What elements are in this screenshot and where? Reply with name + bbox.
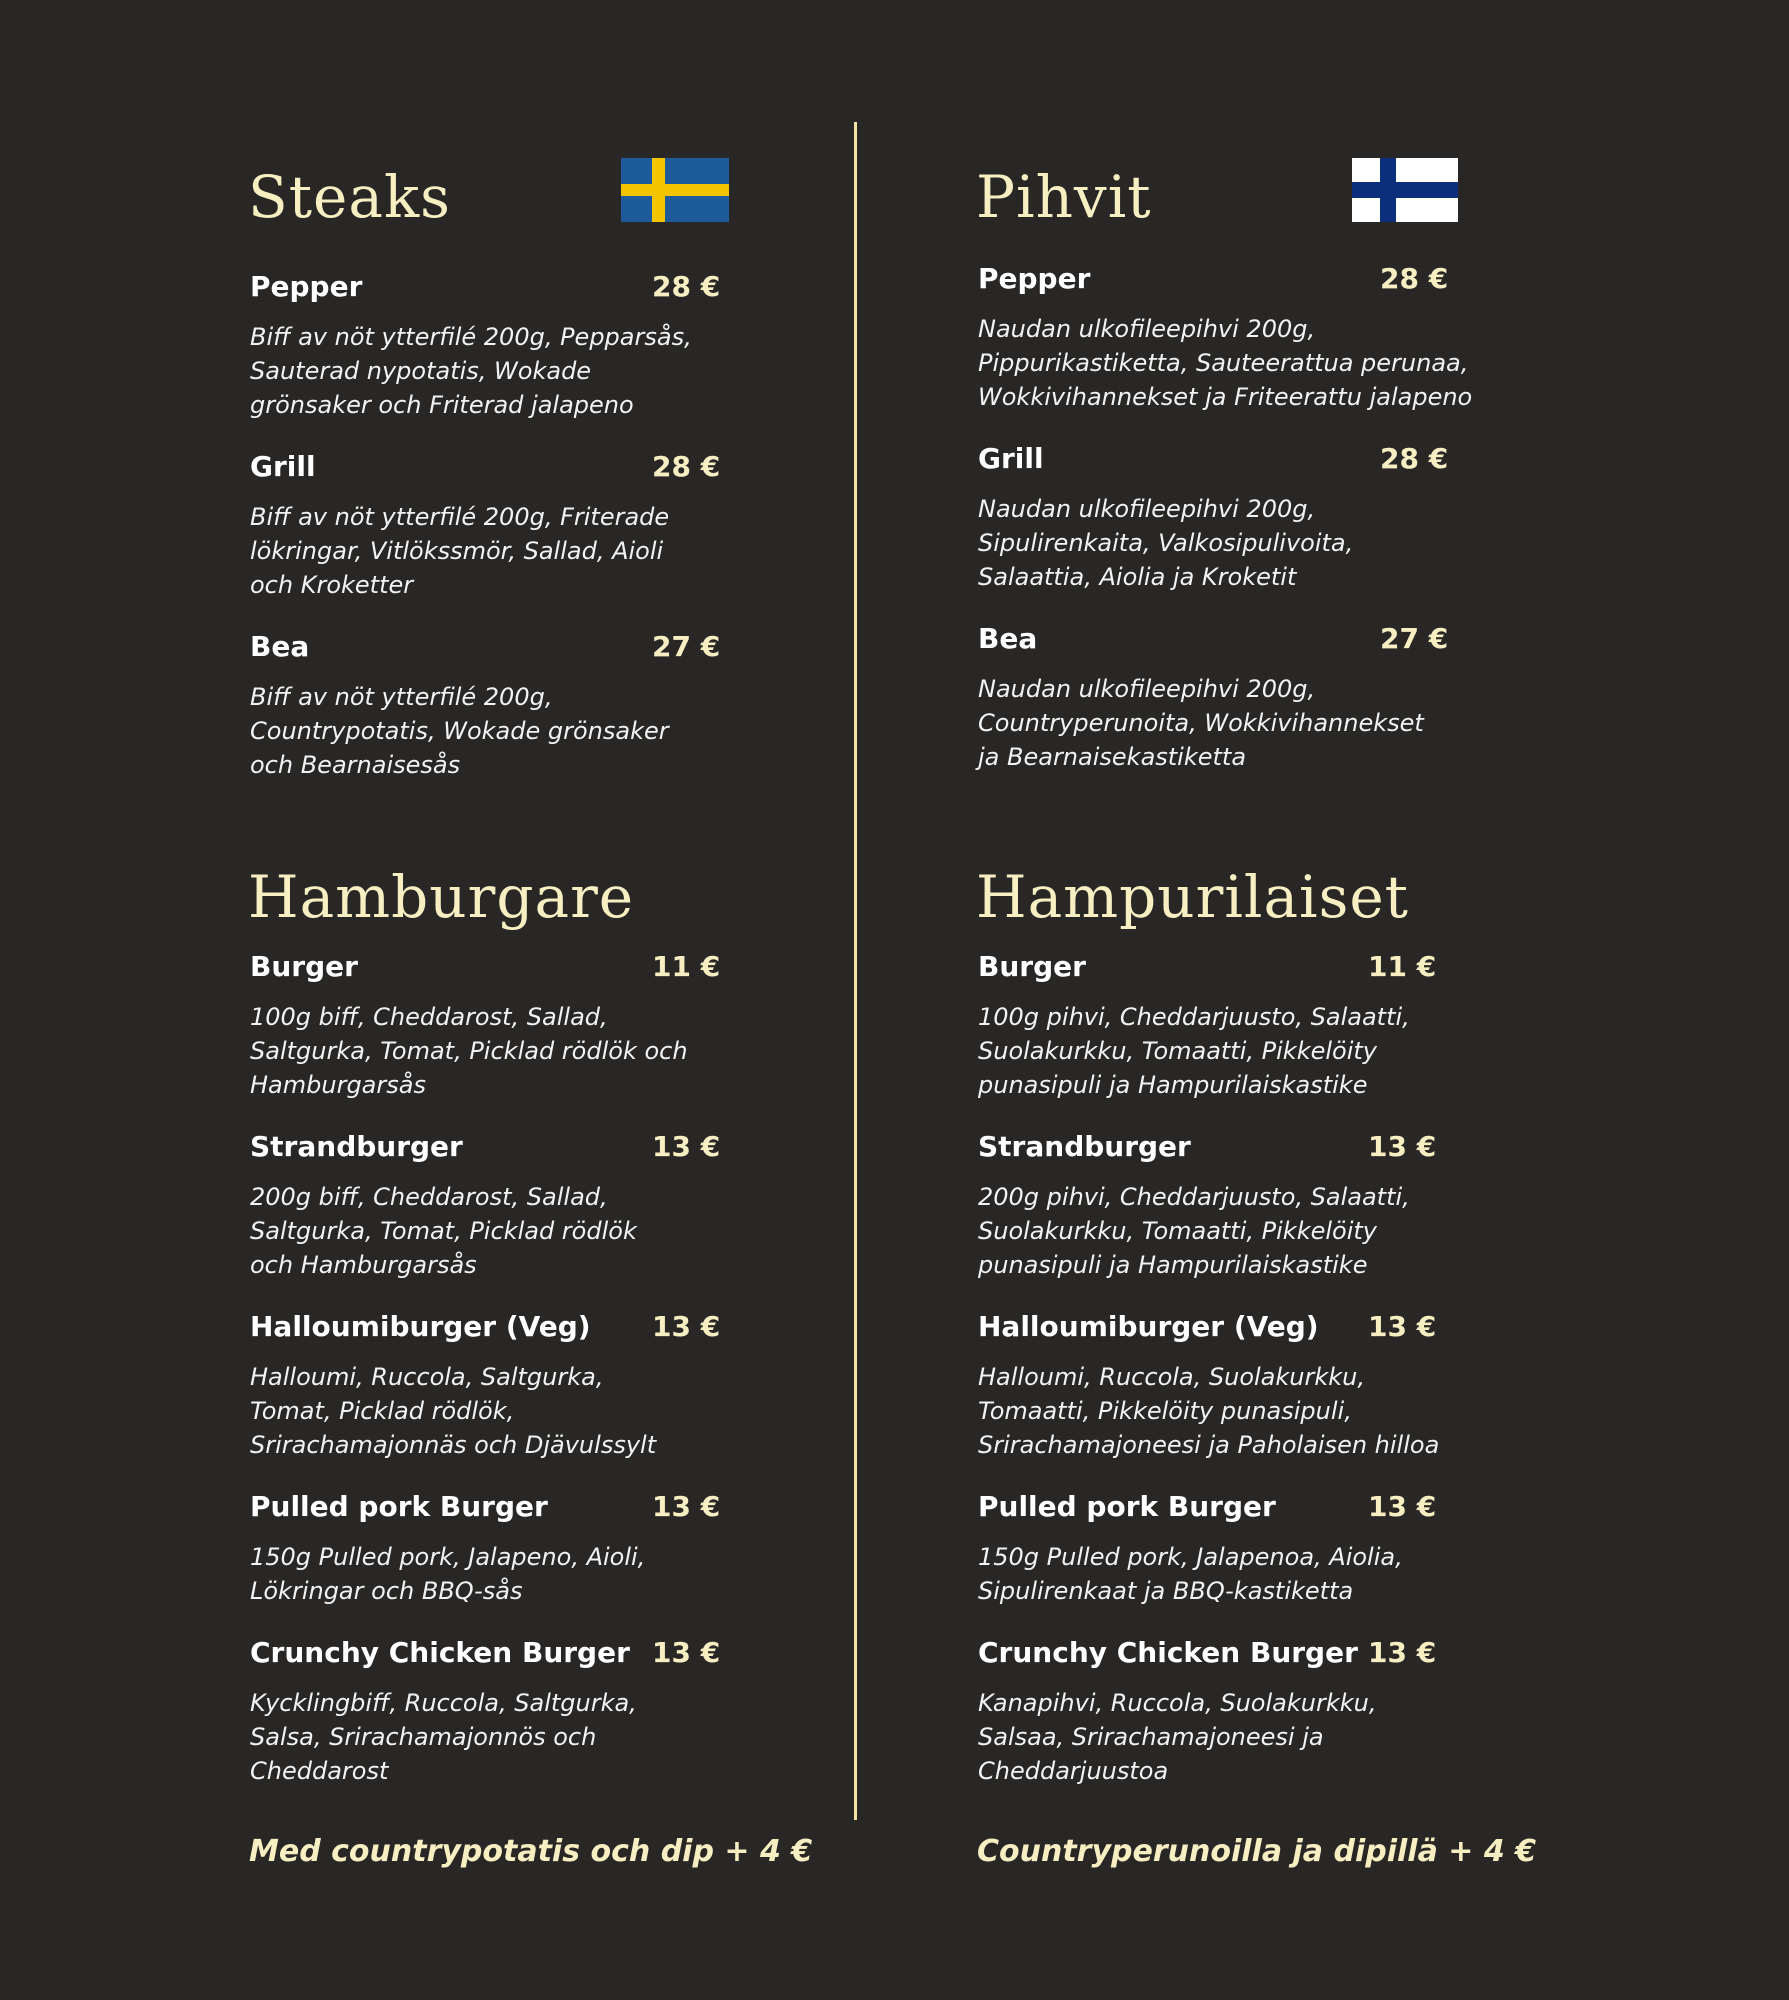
description-line: Tomaatti, Pikkelöity punasipuli,	[978, 1397, 1352, 1425]
description-line: Salsa, Srirachamajonnös och	[250, 1723, 597, 1751]
item-name: Pulled pork Burger	[978, 1490, 1276, 1523]
item-name: Crunchy Chicken Burger	[250, 1636, 630, 1669]
description-line: Sipulirenkaita, Valkosipulivoita,	[978, 529, 1354, 557]
item-description	[978, 1540, 1498, 1608]
item-price: 27 €	[1380, 622, 1449, 655]
description-line: Halloumi, Ruccola, Suolakurkku,	[978, 1363, 1365, 1391]
item-name: Bea	[978, 622, 1038, 655]
item-name: Burger	[250, 950, 358, 983]
description-line: 100g pihvi, Cheddarjuusto, Salaatti,	[978, 1003, 1410, 1031]
item-price: 13 €	[652, 1490, 721, 1523]
description-line: Suolakurkku, Tomaatti, Pikkelöity	[978, 1217, 1377, 1245]
side-dish-note: Med countrypotatis och dip + 4 €	[249, 1834, 813, 1869]
finland-flag-icon	[1352, 158, 1458, 222]
description-line: Srirachamajoneesi ja Paholaisen hilloa	[978, 1431, 1440, 1459]
item-description	[250, 680, 770, 782]
description-line: Naudan ulkofileepihvi 200g,	[978, 315, 1316, 343]
description-line: Srirachamajonnäs och Djävulssylt	[250, 1431, 657, 1459]
description-line: grönsaker och Friterad jalapeno	[250, 391, 634, 419]
item-price: 13 €	[1368, 1490, 1437, 1523]
item-price: 28 €	[1380, 442, 1449, 475]
item-price: 11 €	[652, 950, 721, 983]
item-price: 13 €	[652, 1310, 721, 1343]
description-line: och Hamburgarsås	[250, 1251, 477, 1279]
item-price: 13 €	[652, 1130, 721, 1163]
item-price: 13 €	[1368, 1130, 1437, 1163]
description-line: Halloumi, Ruccola, Saltgurka,	[250, 1363, 604, 1391]
description-line: Naudan ulkofileepihvi 200g,	[978, 495, 1316, 523]
description-line: Biff av nöt ytterfilé 200g,	[250, 683, 553, 711]
item-description	[978, 1180, 1498, 1282]
description-line: Sipulirenkaat ja BBQ-kastiketta	[978, 1577, 1354, 1605]
item-price: 27 €	[652, 630, 721, 663]
sweden-flag-icon	[621, 158, 729, 222]
item-description	[250, 1000, 770, 1102]
item-description	[978, 1686, 1498, 1788]
description-line: Hamburgarsås	[250, 1071, 426, 1099]
description-line: Suolakurkku, Tomaatti, Pikkelöity	[978, 1037, 1377, 1065]
description-line: och Kroketter	[250, 571, 414, 599]
description-line: lökringar, Vitlökssmör, Sallad, Aioli	[250, 537, 664, 565]
item-price: 13 €	[652, 1636, 721, 1669]
item-price: 28 €	[652, 450, 721, 483]
item-description	[250, 1360, 770, 1462]
description-line: 200g pihvi, Cheddarjuusto, Salaatti,	[978, 1183, 1410, 1211]
item-name: Grill	[978, 442, 1044, 475]
item-description	[978, 492, 1498, 594]
description-line: Kanapihvi, Ruccola, Suolakurkku,	[978, 1689, 1377, 1717]
item-name: Burger	[978, 950, 1086, 983]
description-line: punasipuli ja Hampurilaiskastike	[978, 1071, 1368, 1099]
section-title: Steaks	[248, 163, 451, 231]
description-line: Salsaa, Srirachamajoneesi ja	[978, 1723, 1324, 1751]
item-price: 11 €	[1368, 950, 1437, 983]
side-dish-note: Countryperunoilla ja dipillä + 4 €	[977, 1834, 1537, 1869]
description-line: och Bearnaisesås	[250, 751, 461, 779]
item-name: Strandburger	[250, 1130, 463, 1163]
item-price: 13 €	[1368, 1310, 1437, 1343]
item-name: Crunchy Chicken Burger	[978, 1636, 1358, 1669]
description-line: Saltgurka, Tomat, Picklad rödlök	[250, 1217, 637, 1245]
item-name: Pepper	[250, 270, 363, 303]
description-line: 150g Pulled pork, Jalapeno, Aioli,	[250, 1543, 646, 1571]
item-description	[978, 312, 1498, 414]
item-description	[250, 1686, 770, 1788]
description-line: Kycklingbiff, Ruccola, Saltgurka,	[250, 1689, 637, 1717]
description-line: Biff av nöt ytterfilé 200g, Pepparsås,	[250, 323, 692, 351]
description-line: Sauterad nypotatis, Wokade	[250, 357, 592, 385]
description-line: punasipuli ja Hampurilaiskastike	[978, 1251, 1368, 1279]
item-description	[250, 320, 770, 422]
item-description	[250, 1180, 770, 1282]
item-name: Bea	[250, 630, 310, 663]
description-line: Countrypotatis, Wokade grönsaker	[250, 717, 669, 745]
item-price: 28 €	[1380, 262, 1449, 295]
section-title: Pihvit	[976, 163, 1152, 231]
description-line: Saltgurka, Tomat, Picklad rödlök och	[250, 1037, 688, 1065]
section-title: Hamburgare	[248, 863, 635, 931]
item-description	[250, 500, 770, 602]
item-name: Halloumiburger (Veg)	[250, 1310, 591, 1343]
description-line: Wokkivihannekset ja Friteerattu jalapeno	[978, 383, 1473, 411]
description-line: 200g biff, Cheddarost, Sallad,	[250, 1183, 608, 1211]
description-line: Cheddarost	[250, 1757, 389, 1785]
item-name: Pepper	[978, 262, 1091, 295]
item-name: Strandburger	[978, 1130, 1191, 1163]
section-title: Hampurilaiset	[976, 863, 1409, 931]
item-name: Grill	[250, 450, 316, 483]
item-description	[978, 1360, 1498, 1462]
description-line: Salaattia, Aiolia ja Kroketit	[978, 563, 1297, 591]
description-line: Pippurikastiketta, Sauteerattua perunaa,	[978, 349, 1469, 377]
item-description	[250, 1540, 770, 1608]
item-price: 28 €	[652, 270, 721, 303]
description-line: Biff av nöt ytterfilé 200g, Friterade	[250, 503, 670, 531]
item-price: 13 €	[1368, 1636, 1437, 1669]
item-description	[978, 1000, 1498, 1102]
item-description	[978, 672, 1498, 774]
description-line: 150g Pulled pork, Jalapenoa, Aiolia,	[978, 1543, 1403, 1571]
description-line: Cheddarjuustoa	[978, 1757, 1169, 1785]
item-name: Halloumiburger (Veg)	[978, 1310, 1319, 1343]
column-divider	[854, 122, 857, 1820]
description-line: Countryperunoita, Wokkivihannekset	[978, 709, 1424, 737]
item-name: Pulled pork Burger	[250, 1490, 548, 1523]
description-line: Lökringar och BBQ-sås	[250, 1577, 523, 1605]
description-line: 100g biff, Cheddarost, Sallad,	[250, 1003, 608, 1031]
description-line: ja Bearnaisekastiketta	[978, 743, 1247, 771]
description-line: Tomat, Picklad rödlök,	[250, 1397, 515, 1425]
description-line: Naudan ulkofileepihvi 200g,	[978, 675, 1316, 703]
